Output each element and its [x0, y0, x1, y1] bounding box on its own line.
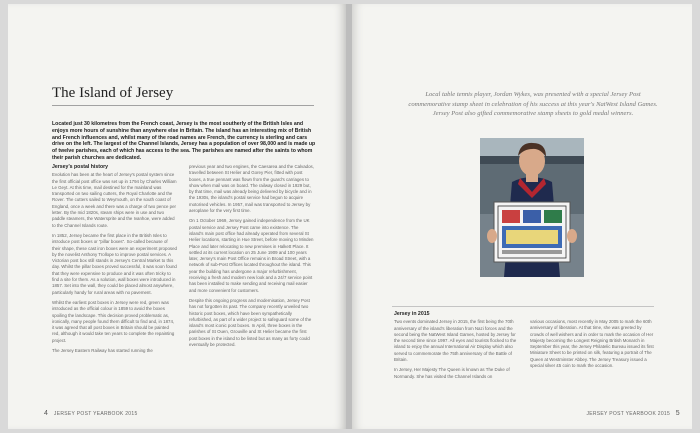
section-rule	[392, 306, 654, 307]
footer-label: JERSEY POST YEARBOOK 2015	[53, 411, 138, 417]
body-paragraph: various occasions, most recently in May 2005 to mark the 60th anniversary of liberation. At that time, she was greeted by crowds of well wishers and in order to mark the occasion of Her Majesty becoming the Longest Reigning British Monarch in September this year, the Jersey Philatelic Bureau issued its first Miniature Sheet to be printed on silk, featuring a portrait of The Queen at Westminster Abbey. The Jersey Treasury issued a special silver £5 coin to mark the occasion.	[530, 319, 654, 369]
left-page-footer	[40, 410, 138, 417]
body-paragraph: Whilst the earliest post boxes in Jersey were red, green was introduced as the official colour in 1859 to avoid the boxes spoiling the landscape. This decision proved problematic as, ironically, many people found them difficult to find and, in 1874, it was agreed that all post boxes in Britain should be painted red, although it would take ten years to complete the repainting project.	[52, 299, 175, 343]
title-rule	[52, 105, 314, 106]
right-page	[352, 4, 692, 429]
body-paragraph: previous year and two engines, the Caesarea and the Calvados, travelled between St Helier and Gorey Pier, fitted with post boxes, a true pennant was flown from the guard's carriages to show when mail was on board. The railway closed in 1929 but, by that time, mail was already being delivered by bicycle and in the 1930s, the island's postal service had begun to acquire motorised vehicles. In 1957, mail was transported to Jersey by aeroplane for the very first time.	[189, 164, 314, 214]
body-paragraph: In Jersey, Her Majesty The Queen is known as The Duke of Normandy. She has visited the Channel Islands on	[394, 367, 510, 379]
body-paragraph: In 1852, Jersey became the first place in the British Isles to introduce post boxes or "pillar boxes". So-called because of their shape, these cast iron boxes were an experiment proposed by the novelist Anthony Trollope to improve postal services. A Victorian post box still stands in Jersey's Central Market to this day. Whilst the pillar boxes proved successful, it was soon found that they were expensive to produce and it was often tricky to find a site for them. As a solution, wall boxes were introduced in 1857. Set into the wall, they could be placed almost anywhere, particularly handy for rural areas with no pavement.	[52, 232, 177, 295]
page-title: The Island of Jersey	[52, 85, 174, 101]
body-paragraph: On 1 October 1969, Jersey gained independence from the UK postal service and Jersey Post came into existence. The island's main post office had already operated from several St Helier locations, starting in Hue Street, before moving to Minden Place and later relocating to new premises in Halkett Place. It settled at its current location on 25 June 1909 and 100 years later, Jersey's main Post Office remains in Broad Street, with a network of sub-Post Offices located throughout the island. This year the building has undergone a major refurbishment, receiving a fresh and modern new look and a 24/7 service point has been installed to make sending and receiving mail easier and more convenient for customers.	[189, 218, 314, 293]
body-paragraph: Despite this ongoing progress and modernisation, Jersey Post has not forgotten its past. The company recently unveiled two historic post boxes, which have been sympathetically refurbished, as part of a wider project to safeguard some of the island's most iconic post boxes. In April, three boxes in the parishes of St Ouen, Grouville and St Helier became the first post boxes in the island to be listed but as many as forty could eventually be protected.	[189, 297, 312, 348]
body-paragraph: Two events dominated Jersey in 2015, the first being the 70th anniversary of the island's liberation from Nazi forces and the second being the NatWest Island Games, hosted by Jersey for the second time since 1997. All eyes and tourists flocked to the island to enjoy the annual International Air Display which also served to commemorate the 75th anniversary of the Battle of Britain.	[394, 319, 517, 363]
right-page-footer	[586, 410, 684, 417]
photo-caption: Local table tennis player, Jordan Wykes, was presented with a special Jersey Post commemorative stamp sheet in celebration of his success at this year's NatWest Island Games. Jersey Post also gifted commemorative stamp sheets to gold medal winners.	[408, 91, 658, 117]
footer-label: JERSEY POST YEARBOOK 2015	[586, 411, 671, 417]
page-number: 4	[44, 410, 49, 417]
right-column-1	[394, 311, 520, 384]
photo-boy-with-stamp-sheet	[480, 138, 584, 277]
page-number: 5	[675, 410, 680, 417]
left-column-2	[189, 164, 314, 352]
right-column-2	[530, 319, 656, 373]
lead-paragraph: Located just 30 kilometres from the French coast, Jersey is the most southerly of the British Isles and enjoys more hours of sunshine than anywhere else in Britain. The island has an interesting mix of British and French influences and, whilst many of the road names are French, the currency is sterling and cars drive on the left. The largest of the Channel Islands, Jersey has a population of over 98,000 and is made up of twelve parishes, each of which has access to the sea. The parishes are named after the saints to whom their parish churches are dedicated.	[52, 121, 316, 161]
yearbook-spread	[8, 4, 692, 429]
body-paragraph: Evolution has been at the heart of Jersey's postal system since the first official post office was set up in 1794 by Charles William Le Geyt. At this time, mail destined for the mainland was transported on two sailing cutters, the Royal Charlotte and the Rover. The cutters sailed to Weymouth, on the south coast of England, once a week and there was a charge of two pence per letter. By the mid 1820s, steam ships were in use and two paddle steamers, the Watersprite and the Ivanhoe, were added to the Channel Islands route.	[52, 172, 177, 228]
left-page	[8, 4, 346, 429]
left-column-1	[52, 164, 177, 358]
section-heading-jersey-2015: Jersey in 2015	[394, 311, 430, 317]
section-heading-postal-history: Jersey's postal history	[52, 164, 109, 170]
body-paragraph: The Jersey Eastern Railway has started running the	[52, 348, 153, 354]
